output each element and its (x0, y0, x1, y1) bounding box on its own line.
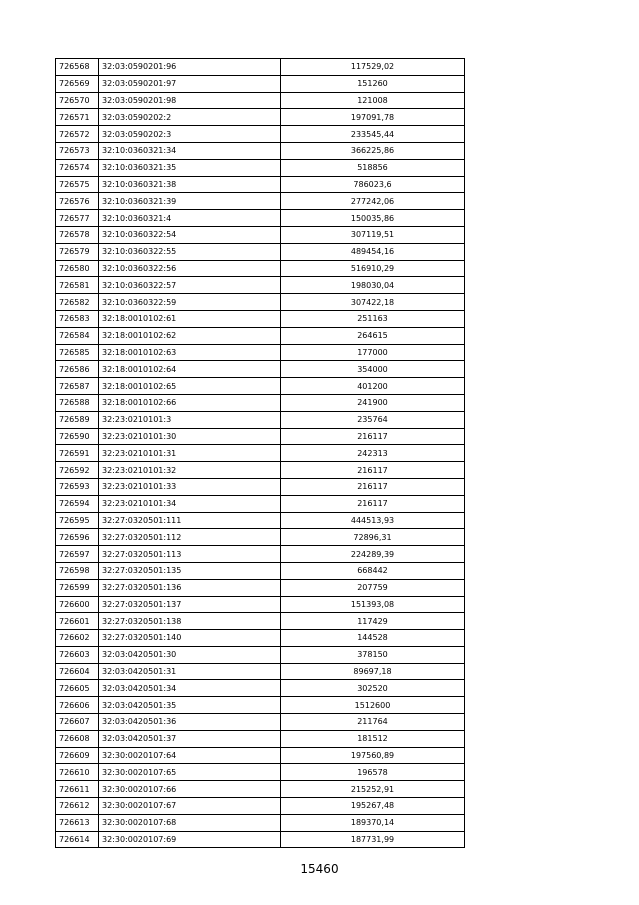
row-id-cell: 726611 (56, 781, 99, 798)
table-row (56, 210, 465, 227)
table-row (56, 529, 465, 546)
value-cell: 207759 (281, 579, 465, 596)
cadastral-number-cell: 32:18:0010102:65 (99, 378, 281, 395)
row-id-cell: 726591 (56, 445, 99, 462)
table-row (56, 75, 465, 92)
cadastral-number-cell: 32:27:0320501:113 (99, 546, 281, 563)
row-id-cell: 726569 (56, 75, 99, 92)
row-id-cell: 726607 (56, 714, 99, 731)
table-row (56, 109, 465, 126)
table-row (56, 428, 465, 445)
table-row (56, 697, 465, 714)
value-cell: 786023,6 (281, 176, 465, 193)
value-cell: 216117 (281, 495, 465, 512)
cadastral-number-cell: 32:18:0010102:62 (99, 327, 281, 344)
value-cell: 216117 (281, 462, 465, 479)
table-row (56, 193, 465, 210)
row-id-cell: 726598 (56, 562, 99, 579)
row-id-cell: 726595 (56, 512, 99, 529)
cadastral-number-cell: 32:03:0590202:3 (99, 126, 281, 143)
value-cell: 198030,04 (281, 277, 465, 294)
table-row (56, 260, 465, 277)
row-id-cell: 726573 (56, 142, 99, 159)
table-row (56, 59, 465, 76)
table-row (56, 378, 465, 395)
cadastral-number-cell: 32:27:0320501:111 (99, 512, 281, 529)
value-cell: 401200 (281, 378, 465, 395)
cadastral-number-cell: 32:03:0590202:2 (99, 109, 281, 126)
cadastral-number-cell: 32:23:0210101:31 (99, 445, 281, 462)
value-cell: 354000 (281, 361, 465, 378)
value-cell: 366225,86 (281, 142, 465, 159)
cadastral-number-cell: 32:03:0420501:37 (99, 730, 281, 747)
table-row (56, 445, 465, 462)
cadastral-number-cell: 32:03:0590201:96 (99, 59, 281, 76)
row-id-cell: 726588 (56, 394, 99, 411)
value-cell: 150035,86 (281, 210, 465, 227)
table-row (56, 680, 465, 697)
table-row (56, 781, 465, 798)
row-id-cell: 726592 (56, 462, 99, 479)
value-cell: 187731,99 (281, 831, 465, 848)
cadastral-number-cell: 32:30:0020107:69 (99, 831, 281, 848)
row-id-cell: 726600 (56, 596, 99, 613)
cadastral-number-cell: 32:03:0590201:97 (99, 75, 281, 92)
table-row (56, 613, 465, 630)
row-id-cell: 726597 (56, 546, 99, 563)
cadastral-number-cell: 32:03:0420501:34 (99, 680, 281, 697)
table-row (56, 361, 465, 378)
value-cell: 233545,44 (281, 126, 465, 143)
cadastral-number-cell: 32:10:0360322:55 (99, 243, 281, 260)
table-row (56, 327, 465, 344)
value-cell: 89697,18 (281, 663, 465, 680)
table-row (56, 646, 465, 663)
cadastral-number-cell: 32:03:0590201:98 (99, 92, 281, 109)
table-row (56, 126, 465, 143)
cadastral-number-cell: 32:10:0360322:54 (99, 226, 281, 243)
row-id-cell: 726594 (56, 495, 99, 512)
table-row (56, 596, 465, 613)
value-cell: 117429 (281, 613, 465, 630)
cadastral-number-cell: 32:30:0020107:68 (99, 814, 281, 831)
cadastral-number-cell: 32:10:0360322:59 (99, 294, 281, 311)
cadastral-number-cell: 32:30:0020107:66 (99, 781, 281, 798)
row-id-cell: 726575 (56, 176, 99, 193)
row-id-cell: 726612 (56, 798, 99, 815)
cadastral-number-cell: 32:30:0020107:64 (99, 747, 281, 764)
cadastral-number-cell: 32:30:0020107:65 (99, 764, 281, 781)
row-id-cell: 726576 (56, 193, 99, 210)
value-cell: 241900 (281, 394, 465, 411)
table-row (56, 764, 465, 781)
data-table (55, 58, 465, 848)
table-body (56, 59, 465, 848)
row-id-cell: 726579 (56, 243, 99, 260)
row-id-cell: 726613 (56, 814, 99, 831)
row-id-cell: 726586 (56, 361, 99, 378)
cadastral-number-cell: 32:27:0320501:136 (99, 579, 281, 596)
value-cell: 197091,78 (281, 109, 465, 126)
value-cell: 224289,39 (281, 546, 465, 563)
row-id-cell: 726589 (56, 411, 99, 428)
row-id-cell: 726578 (56, 226, 99, 243)
table-row (56, 562, 465, 579)
table-row (56, 142, 465, 159)
value-cell: 117529,02 (281, 59, 465, 76)
cadastral-number-cell: 32:10:0360321:4 (99, 210, 281, 227)
row-id-cell: 726596 (56, 529, 99, 546)
value-cell: 177000 (281, 344, 465, 361)
table-row (56, 714, 465, 731)
cadastral-number-cell: 32:27:0320501:112 (99, 529, 281, 546)
value-cell: 251163 (281, 310, 465, 327)
row-id-cell: 726583 (56, 310, 99, 327)
value-cell: 151260 (281, 75, 465, 92)
cadastral-number-cell: 32:10:0360322:57 (99, 277, 281, 294)
cadastral-number-cell: 32:18:0010102:64 (99, 361, 281, 378)
value-cell: 181512 (281, 730, 465, 747)
table-row (56, 344, 465, 361)
value-cell: 215252,91 (281, 781, 465, 798)
cadastral-number-cell: 32:23:0210101:34 (99, 495, 281, 512)
table-row (56, 277, 465, 294)
table-row (56, 92, 465, 109)
cadastral-number-cell: 32:23:0210101:30 (99, 428, 281, 445)
value-cell: 444513,93 (281, 512, 465, 529)
table-row (56, 814, 465, 831)
table-row (56, 798, 465, 815)
value-cell: 216117 (281, 478, 465, 495)
table-row (56, 159, 465, 176)
table-row (56, 831, 465, 848)
table-row (56, 462, 465, 479)
value-cell: 121008 (281, 92, 465, 109)
cadastral-number-cell: 32:03:0420501:36 (99, 714, 281, 731)
row-id-cell: 726582 (56, 294, 99, 311)
table-row (56, 478, 465, 495)
row-id-cell: 726610 (56, 764, 99, 781)
cadastral-number-cell: 32:10:0360322:56 (99, 260, 281, 277)
table-row (56, 747, 465, 764)
row-id-cell: 726572 (56, 126, 99, 143)
row-id-cell: 726577 (56, 210, 99, 227)
row-id-cell: 726614 (56, 831, 99, 848)
value-cell: 302520 (281, 680, 465, 697)
value-cell: 242313 (281, 445, 465, 462)
cadastral-number-cell: 32:23:0210101:33 (99, 478, 281, 495)
value-cell: 516910,29 (281, 260, 465, 277)
cadastral-number-cell: 32:27:0320501:140 (99, 630, 281, 647)
value-cell: 378150 (281, 646, 465, 663)
table-row (56, 730, 465, 747)
table-row (56, 546, 465, 563)
row-id-cell: 726609 (56, 747, 99, 764)
row-id-cell: 726590 (56, 428, 99, 445)
row-id-cell: 726602 (56, 630, 99, 647)
value-cell: 195267,48 (281, 798, 465, 815)
value-cell: 307422,18 (281, 294, 465, 311)
value-cell: 307119,51 (281, 226, 465, 243)
cadastral-number-cell: 32:10:0360321:34 (99, 142, 281, 159)
value-cell: 144528 (281, 630, 465, 647)
table-row (56, 243, 465, 260)
cadastral-number-cell: 32:10:0360321:38 (99, 176, 281, 193)
table-row (56, 226, 465, 243)
table-row (56, 310, 465, 327)
table-row (56, 579, 465, 596)
cadastral-number-cell: 32:23:0210101:32 (99, 462, 281, 479)
cadastral-number-cell: 32:27:0320501:135 (99, 562, 281, 579)
table-row (56, 294, 465, 311)
table-row (56, 630, 465, 647)
row-id-cell: 726580 (56, 260, 99, 277)
table-row (56, 394, 465, 411)
row-id-cell: 726606 (56, 697, 99, 714)
row-id-cell: 726599 (56, 579, 99, 596)
row-id-cell: 726568 (56, 59, 99, 76)
cadastral-number-cell: 32:03:0420501:31 (99, 663, 281, 680)
value-cell: 518856 (281, 159, 465, 176)
page-number: 15460 (300, 862, 339, 876)
row-id-cell: 726584 (56, 327, 99, 344)
row-id-cell: 726601 (56, 613, 99, 630)
cadastral-number-cell: 32:10:0360321:35 (99, 159, 281, 176)
row-id-cell: 726605 (56, 680, 99, 697)
value-cell: 489454,16 (281, 243, 465, 260)
cadastral-number-cell: 32:03:0420501:30 (99, 646, 281, 663)
table-row (56, 663, 465, 680)
cadastral-number-cell: 32:23:0210101:3 (99, 411, 281, 428)
value-cell: 216117 (281, 428, 465, 445)
cadastral-number-cell: 32:27:0320501:137 (99, 596, 281, 613)
table-row (56, 411, 465, 428)
row-id-cell: 726608 (56, 730, 99, 747)
value-cell: 196578 (281, 764, 465, 781)
cadastral-number-cell: 32:18:0010102:66 (99, 394, 281, 411)
row-id-cell: 726587 (56, 378, 99, 395)
cadastral-number-cell: 32:18:0010102:61 (99, 310, 281, 327)
value-cell: 151393,08 (281, 596, 465, 613)
row-id-cell: 726603 (56, 646, 99, 663)
row-id-cell: 726604 (56, 663, 99, 680)
table-row (56, 176, 465, 193)
row-id-cell: 726593 (56, 478, 99, 495)
value-cell: 668442 (281, 562, 465, 579)
value-cell: 189370,14 (281, 814, 465, 831)
row-id-cell: 726574 (56, 159, 99, 176)
value-cell: 211764 (281, 714, 465, 731)
row-id-cell: 726585 (56, 344, 99, 361)
value-cell: 264615 (281, 327, 465, 344)
cadastral-number-cell: 32:03:0420501:35 (99, 697, 281, 714)
cadastral-number-cell: 32:10:0360321:39 (99, 193, 281, 210)
table-row (56, 495, 465, 512)
row-id-cell: 726581 (56, 277, 99, 294)
value-cell: 197560,89 (281, 747, 465, 764)
value-cell: 277242,06 (281, 193, 465, 210)
value-cell: 72896,31 (281, 529, 465, 546)
table-row (56, 512, 465, 529)
value-cell: 235764 (281, 411, 465, 428)
row-id-cell: 726571 (56, 109, 99, 126)
cadastral-number-cell: 32:30:0020107:67 (99, 798, 281, 815)
row-id-cell: 726570 (56, 92, 99, 109)
cadastral-number-cell: 32:18:0010102:63 (99, 344, 281, 361)
value-cell: 1512600 (281, 697, 465, 714)
cadastral-number-cell: 32:27:0320501:138 (99, 613, 281, 630)
